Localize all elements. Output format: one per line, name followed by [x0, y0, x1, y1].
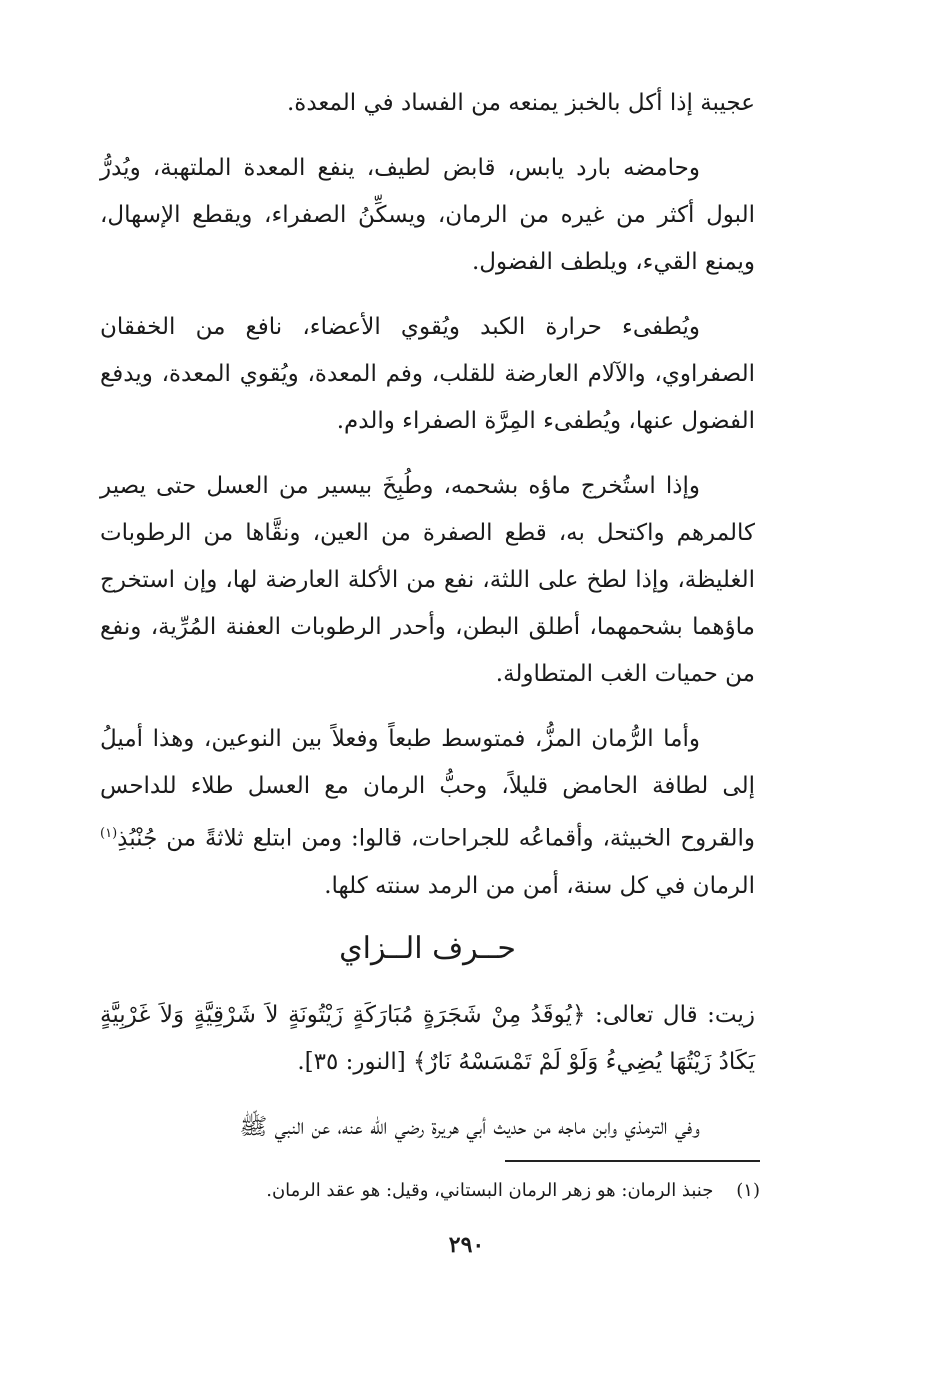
verse-lead: زيت: قال تعالى: — [585, 1001, 755, 1028]
footnote — [100, 1176, 760, 1206]
page-number: ٢٩٠ — [448, 1232, 485, 1258]
footnote-reference: (١) — [100, 826, 118, 841]
verse-citation: [النور: ٣٥]. — [297, 1048, 414, 1075]
page-body — [100, 80, 755, 1151]
footnote-text: جنبذ الرمان: هو زهر الرمان البستاني، وقيل: هو عقد الرمان. — [266, 1180, 714, 1201]
section-heading: حــرف الــزاي — [339, 930, 516, 966]
paragraph-5 — [100, 716, 755, 910]
paragraph-5-text: وأما الرُّمان المزُّ، فمتوسط طبعاً وفعلاً بين النوعين، وهذا أميلُ إلى لطافة الحامض قليلاً، وحبُّ الرمان مع العسل طلاء للداحس والقروح الخبيثة، وأقماعُه للجراحات، قالوا: ومن ابتلع ثلاثةً من جُنْبُذِ — [100, 726, 755, 852]
paragraph-5-text-end: الرمان في كل سنة، أمن من الرمد سنته كلها. — [324, 872, 755, 899]
paragraph-1: عجيبة إذا أكل بالخبز يمنعه من الفساد في المعدة. — [286, 90, 755, 116]
footnote-divider — [505, 1160, 760, 1162]
quran-verse: ﴿يُوقَدُ مِنْ شَجَرَةٍ مُبَارَكَةٍ زَيْتُونَةٍ لاَ شَرْقِيَّةٍ وَلاَ غَرْبِيَّةٍ يَكَادُ زَيْتُهَا يُضِيءُ وَلَوْ لَمْ تَمْسَسْهُ نَارٌ﴾ — [100, 1001, 755, 1075]
paragraph-2: وحامضه بارد يابس، قابض لطيف، ينفع المعدة الملتهبة، ويُدرُّ البول أكثر من غيره من الرمان، ويسكِّنُ الصفراء، ويقطع الإسهال، ويمنع القيء، ويلطف الفضول. — [100, 155, 755, 275]
paragraph-4: وإذا استُخرج ماؤه بشحمه، وطُبِخَ بيسير من العسل حتى يصير كالمرهم واكتحل به، قطع الصفرة من العين، ونقَّاها من الرطوبات الغليظة، وإذا لطخ على اللثة، نفع من الأكلة العارضة لها، وإن استخرج ماؤهما بشحمهما، أطلق البطن، وأحدر الرطوبات العفنة المُرِّية، ونفع من حميات الغب المتطاولة. — [100, 473, 755, 687]
hadith-paragraph: وفي الترمذي وابن ماجه من حديث أبي هريرة رضي الله عنه، عن النبي ﷺ — [239, 1113, 700, 1140]
paragraph-3: ويُطفىء حرارة الكبد ويُقوي الأعضاء، نافع من الخفقان الصفراوي، والآلام العارضة للقلب، وفم المعدة، ويُقوي المعدة، ويدفع الفضول عنها، ويُطفىء المِرَّة الصفراء والدم. — [100, 314, 755, 434]
footnote-marker: (١) — [736, 1180, 760, 1201]
verse-paragraph — [100, 992, 755, 1086]
